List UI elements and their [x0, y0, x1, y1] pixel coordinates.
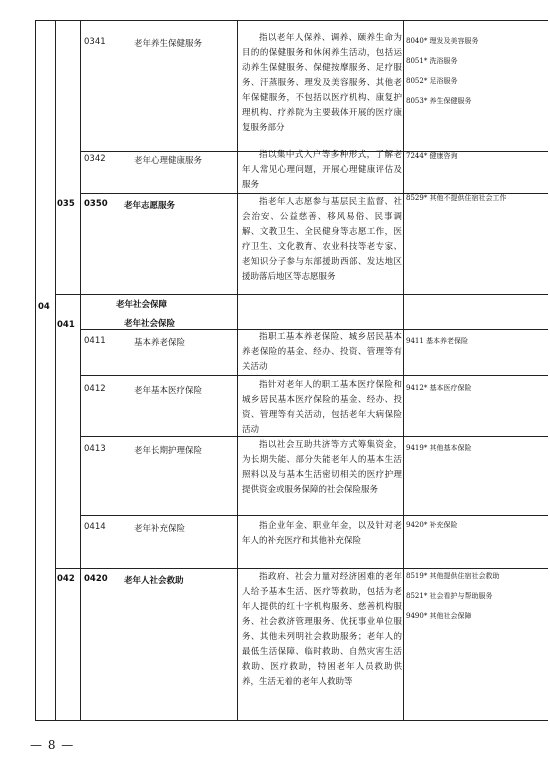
corresponding-codes: [406, 31, 548, 111]
item-name: 老年心理健康服务: [134, 156, 203, 166]
large-category-code: 04: [38, 302, 50, 312]
corresponding-code: 8053* 养生保健服务: [406, 97, 472, 105]
table-top-border: [35, 20, 548, 21]
item-code: 0420: [84, 574, 108, 584]
corresponding-code: 8051* 洗浴服务: [406, 57, 458, 65]
item-description: 指以社会互助共济等方式筹集资金，为长期失能、部分失能老年人的基本生活照料以及与基本生活密切相关的医疗护理提供资金或服务保障的社会保险服务: [242, 440, 402, 495]
corresponding-code: 9490* 其他社会保障: [406, 612, 472, 620]
item-name: 老年长期护理保险: [134, 446, 203, 456]
group-header: 老年社会保险: [124, 319, 176, 329]
corresponding-code: 9419* 其他基本保险: [406, 444, 472, 452]
item-description: 指职工基本养老保险、城乡居民基本养老保险的基金、经办、投资、管理等有关活动: [242, 332, 402, 372]
column-divider: [55, 20, 56, 720]
corresponding-code: 8529* 其他不提供住宿社会工作: [406, 194, 507, 202]
row-divider: [80, 294, 548, 295]
corresponding-codes: [406, 438, 548, 458]
item-code: 0350: [84, 199, 108, 209]
column-divider: [237, 20, 238, 720]
group-header: 老年社会保障: [116, 300, 168, 310]
corresponding-code: 8052* 足浴服务: [406, 77, 458, 85]
item-code: 0414: [84, 522, 106, 532]
mid-category-code: 035: [57, 199, 75, 209]
item-code: 0413: [84, 444, 106, 454]
item-name: 基本养老保险: [134, 338, 186, 348]
mid-category-code: 041: [57, 320, 75, 330]
item-description: 指老年人志愿参与基层民主监督、社会治安、公益慈善、移风易俗、民事调解、文教卫生、全民健身等志愿工作，医疗卫生、文化教育、农业科技等老专家、老知识分子参与东部援助西部、发达地区援助落后地区等志愿服务: [242, 197, 402, 282]
row-divider: [55, 294, 80, 295]
corresponding-code: 7244* 健康咨询: [406, 152, 458, 160]
item-code: 0341: [84, 37, 106, 47]
corresponding-codes: [406, 515, 548, 535]
corresponding-code: 9420* 补充保险: [406, 521, 458, 529]
corresponding-code: 8521* 社会看护与帮助服务: [406, 592, 493, 600]
item-description: 指政府、社会力量对经济困难的老年人给予基本生活、医疗等救助，包括为老年人提供的红十字机构服务、慈善机构服务、社会救济管理服务、优抚事业单位服务、其他未列明社会救助服务；老年人的最低生活保障、临时救助、自然灾害生活救助、医疗救助，特困老年人员救助供养，生活无着的老年人救助等: [242, 572, 402, 687]
corresponding-codes: [406, 566, 548, 626]
item-description: 指以老年人保养、调养、颐养生命为目的的保健服务和休闲养生活动，包括运动养生保健服务、保健按摩服务、足疗服务、汗蒸服务、理发及美容服务、其他老年保健服务，不包括以医疗机构、康复护理机构、疗养院为主要载体开展的医疗康复服务部分: [242, 33, 402, 133]
item-description: 指针对老年人的职工基本医疗保险和城乡居民基本医疗保险的基金、经办、投资、管理等有关活动，包括老年大病保险活动: [242, 380, 402, 435]
item-description: 指企业年金、职业年金，以及针对老年人的补充医疗和其他补充保险: [242, 521, 402, 546]
corresponding-codes: [406, 378, 548, 398]
mid-category-code: 042: [57, 574, 75, 584]
item-name: 老年人社会救助: [124, 576, 184, 586]
column-divider: [403, 20, 404, 720]
item-name: 老年基本医疗保险: [134, 386, 203, 396]
row-divider: [55, 568, 80, 569]
item-code: 0412: [84, 384, 106, 394]
corresponding-codes: [406, 331, 548, 351]
corresponding-codes: [406, 192, 548, 204]
item-name: 老年志愿服务: [124, 201, 176, 211]
item-code: 0342: [84, 154, 106, 164]
column-divider: [80, 20, 81, 720]
item-description: 指以集中式入户等多种形式，了解老年人常见心理问题，开展心理健康评估及服务: [242, 150, 402, 190]
item-code: 0411: [84, 336, 106, 346]
corresponding-code: 9412* 基本医疗保险: [406, 384, 472, 392]
item-name: 老年养生保健服务: [134, 39, 203, 49]
corresponding-code: 8040* 理发及美容服务: [406, 37, 479, 45]
column-divider: [35, 20, 36, 720]
corresponding-code: 8519* 其他提供住宿社会救助: [406, 572, 500, 580]
item-name: 老年补充保险: [134, 524, 186, 534]
page-number: — 8 —: [30, 738, 75, 752]
table-bottom-border: [35, 720, 548, 721]
corresponding-codes: [406, 146, 548, 166]
row-divider: [80, 375, 548, 376]
corresponding-code: 9411 基本养老保险: [406, 337, 469, 345]
